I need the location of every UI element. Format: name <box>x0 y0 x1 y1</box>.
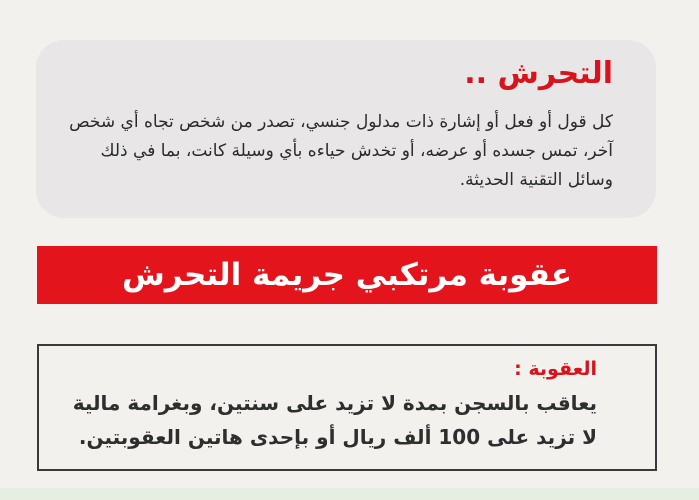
bottom-strip <box>0 488 699 500</box>
definition-card <box>36 40 656 218</box>
penalty-banner <box>37 246 657 304</box>
banner-title: عقوبة مرتكبي جريمة التحرش <box>121 257 573 293</box>
penalty-label: العقوبة : <box>514 358 597 380</box>
penalty-text: يعاقب بالسجن بمدة لا تزيد على سنتين، وبغرامة مالية لا تزيد على 100 ألف ريال أو بإحدى هاتين العقوبتين. <box>72 391 597 449</box>
definition-text: كل قول أو فعل أو إشارة ذات مدلول جنسي، تصدر من شخص تجاه أي شخص آخر، تمس جسده أو عرضه، أو تخدش حياءه بأي وسيلة كانت، بما في ذلك وسائل التقنية الحديثة. <box>69 112 613 190</box>
penalty-box <box>37 344 657 471</box>
definition-title: التحرش .. <box>464 56 613 91</box>
